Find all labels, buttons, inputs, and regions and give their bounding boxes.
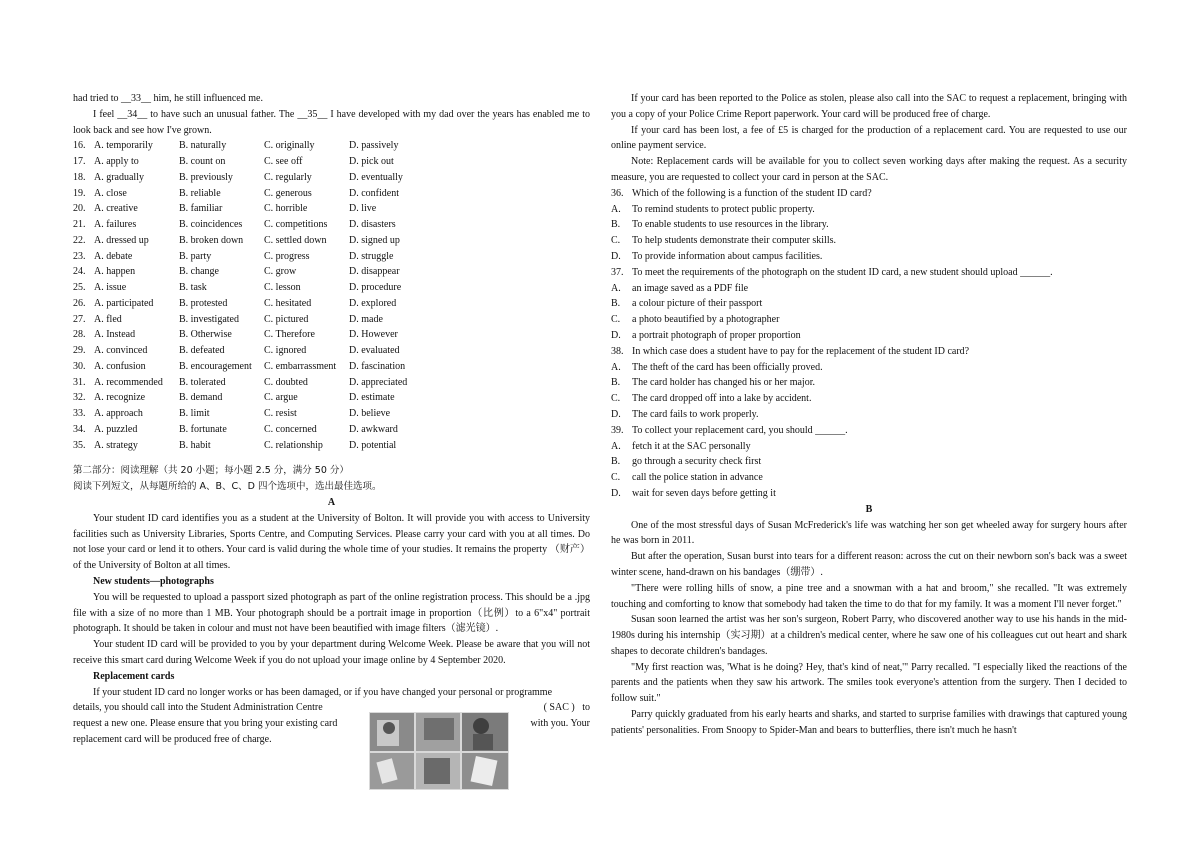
passage-b-para-3: "There were rolling hills of snow, a pine tree and a snowman with a hat and broom," she recalled. "It was extremely touching and comforting to know that somebody had taken the time to do that for my family. It was a moment I'll never forget."	[611, 582, 1127, 610]
option-row	[73, 154, 590, 170]
option-b: B. party	[179, 250, 212, 262]
answer-option	[611, 281, 1127, 297]
option-d: D. fascination	[349, 360, 406, 372]
option-c: C. hesitated	[264, 297, 312, 309]
option-letter: C.	[611, 235, 621, 247]
option-letter: C.	[611, 314, 621, 326]
option-d: D. struggle	[349, 250, 394, 262]
option-d: D. signed up	[349, 234, 400, 246]
passage-a-para-4-line-3a: request a new one. Please ensure that you bring your existing card	[73, 718, 338, 730]
answer-option	[611, 375, 1127, 391]
question-stem	[611, 265, 1127, 281]
option-text: The card dropped off into a lake by accident.	[632, 393, 812, 405]
option-a: A. debate	[94, 250, 133, 262]
option-c: C. see off	[264, 156, 303, 168]
answer-option	[611, 454, 1127, 470]
option-row	[73, 264, 590, 280]
option-d: D. made	[349, 313, 383, 325]
option-d: D. confident	[349, 187, 399, 199]
option-c: C. grow	[264, 266, 297, 278]
option-letter: A.	[611, 282, 621, 294]
passage-a-note: Note: Replacement cards will be available for you to collect seven working days after making the request. As a security measure, you are requested to collect your card in person at the SAC.	[611, 156, 1127, 183]
option-a: A. issue	[94, 282, 127, 294]
question-number: 39.	[611, 424, 624, 436]
option-d: D. potential	[349, 439, 397, 451]
option-a: A. puzzled	[94, 423, 138, 435]
passage-b-para-4: Susan soon learned the artist was her son's surgeon, Robert Parry, who discovered another way to use his hands in the mid-1980s during his internship（实习期）at a children's medical center, where he saw one of his colleagues cut out heart and shark shapes to decorate children's bandages.	[611, 614, 1127, 657]
option-a: A. fled	[94, 313, 122, 325]
question-number: 20.	[73, 203, 86, 215]
option-c: C. horrible	[264, 203, 308, 215]
option-b: B. broken down	[179, 234, 244, 246]
option-text: an image saved as a PDF file	[632, 282, 749, 294]
question-stem	[611, 186, 1127, 202]
option-letter: D.	[611, 250, 621, 262]
answer-option	[611, 360, 1127, 376]
passage-b-para-6: Parry quickly graduated from his early hearts and sharks, and started to surprise families with drawings that captured young patients' personalities. From Snoopy to Spider-Man and bears to butterflies, there isn't much he hasn't	[611, 709, 1127, 736]
option-d: D. pick out	[349, 156, 394, 168]
passage-a-para-4-line-2b: ( SAC ) to	[543, 702, 590, 714]
answer-option	[611, 407, 1127, 423]
option-c: C. argue	[264, 392, 298, 404]
question-number: 31.	[73, 376, 86, 388]
option-row	[73, 359, 590, 375]
option-row	[73, 138, 590, 154]
option-d: D. procedure	[349, 282, 402, 294]
option-b: B. task	[179, 282, 207, 294]
option-row	[73, 375, 590, 391]
option-row	[73, 343, 590, 359]
option-row	[73, 327, 590, 343]
option-c: C. ignored	[264, 345, 307, 357]
option-text: a colour picture of their passport	[632, 298, 763, 310]
option-row	[73, 296, 590, 312]
option-c: C. lesson	[264, 282, 301, 294]
question-number: 18.	[73, 171, 86, 183]
option-b: B. tolerated	[179, 376, 226, 388]
question-stem	[611, 344, 1127, 360]
option-letter: B.	[611, 298, 621, 310]
question-number: 33.	[73, 408, 86, 420]
option-a: A. strategy	[94, 439, 138, 451]
option-b: B. reliable	[179, 187, 221, 199]
option-letter: B.	[611, 377, 621, 389]
option-a: A. approach	[94, 408, 143, 420]
option-c: C. embarrassment	[264, 360, 337, 372]
passage-a-para-5: If your card has been reported to the Police as stolen, please also call into the SAC to request a replacement, bringing with you a copy of your Police Crime Report paperwork. Your card will be produced free of charge.	[611, 93, 1127, 120]
question-number: 34.	[73, 423, 86, 435]
question-number: 17.	[73, 156, 86, 168]
option-row	[73, 280, 590, 296]
answer-option	[611, 249, 1127, 265]
option-b: B. encouragement	[179, 360, 252, 372]
option-letter: D.	[611, 408, 621, 420]
option-b: B. habit	[179, 439, 211, 451]
option-row	[73, 390, 590, 406]
option-a: A. creative	[94, 203, 138, 215]
option-text: The card fails to work properly.	[632, 408, 759, 420]
option-a: A. close	[94, 187, 127, 199]
option-b: B. change	[179, 266, 219, 278]
option-a: A. dressed up	[94, 234, 149, 246]
question-number: 36.	[611, 187, 624, 199]
question-number: 29.	[73, 345, 86, 357]
option-b: B. demand	[179, 392, 223, 404]
option-c: C. progress	[264, 250, 310, 262]
question-number: 38.	[611, 345, 624, 357]
question-number: 19.	[73, 187, 86, 199]
option-text: To remind students to protect public property.	[632, 203, 815, 215]
question-text: To meet the requirements of the photograph on the student ID card, a new student should upload ______.	[632, 266, 1053, 278]
option-row	[73, 201, 590, 217]
option-a: A. happen	[94, 266, 136, 278]
question-text: To collect your replacement card, you should ______.	[632, 424, 848, 436]
option-d: D. However	[349, 329, 398, 341]
intro-line-1: had tried to __33__ him, he still influenced me.	[73, 93, 263, 104]
heading-replacement-cards: Replacement cards	[93, 670, 175, 682]
option-row	[73, 186, 590, 202]
answer-option	[611, 217, 1127, 233]
option-a: A. participated	[94, 297, 154, 309]
option-b: B. fortunate	[179, 423, 227, 435]
question-number: 37.	[611, 266, 624, 278]
section-instruction: 阅读下列短文，从每题所给的 A、B、C、D 四个选项中，选出最佳选项。	[73, 481, 382, 493]
passage-b-para-5: "My first reaction was, 'What is he doing? Hey, that's kind of neat,'" Parry recalled. "I especially liked the reactions of the parents and the patients when they saw his artwork. The smiles took everyone's attention from the surgery. Then I decided to follow suit."	[611, 661, 1127, 705]
question-number: 24.	[73, 266, 86, 278]
option-a: A. temporarily	[94, 140, 153, 152]
passage-a-para-6: If your card has been lost, a fee of £5 is charged for the production of a replacement card. You are requested to use our online payment service.	[611, 124, 1127, 152]
passage-a-para-1: Your student ID card identifies you as a student at the University of Bolton. It will provide you with access to University facilities such as University Libraries, Sports Centre, and Computing Services. Please carry your card with you at all times. Do not lose your card or lend it to others. Your card is valid during the whole time of your studies. It remains the property （财产）of the University of Bolton at all times.	[73, 512, 590, 572]
option-c: C. generous	[264, 187, 312, 199]
option-b: B. limit	[179, 408, 210, 420]
option-a: A. gradually	[94, 171, 144, 183]
question-text: Which of the following is a function of the student ID card?	[632, 187, 872, 199]
option-c: C. regularly	[264, 171, 312, 183]
passage-a-para-4-line-1: If your student ID card no longer works or has been damaged, or if you have changed your personal or programme	[93, 686, 553, 698]
answer-option	[611, 391, 1127, 407]
option-b: B. count on	[179, 156, 226, 168]
question-number: 23.	[73, 250, 86, 262]
option-a: A. confusion	[94, 360, 146, 372]
option-c: C. competitions	[264, 219, 328, 231]
question-number: 28.	[73, 329, 86, 341]
option-a: A. convinced	[94, 345, 148, 357]
option-c: C. relationship	[264, 439, 323, 451]
reading-questions	[611, 186, 1127, 502]
option-d: D. explored	[349, 297, 397, 309]
option-row	[73, 249, 590, 265]
section-title: 第二部分：阅读理解（共 20 小题；每小题 2.5 分，满分 50 分）	[73, 465, 349, 477]
question-number: 30.	[73, 360, 86, 372]
option-letter: A.	[611, 203, 621, 215]
option-text: a photo beautified by a photographer	[632, 314, 780, 326]
option-b: B. investigated	[179, 313, 239, 325]
question-number: 16.	[73, 140, 86, 152]
option-b: B. protested	[179, 297, 228, 309]
heading-new-students: New students—photographs	[93, 575, 214, 587]
option-a: A. Instead	[94, 329, 136, 341]
left-column	[73, 91, 590, 748]
option-d: D. evaluated	[349, 345, 400, 357]
option-d: D. eventually	[349, 171, 403, 183]
answer-option	[611, 328, 1127, 344]
option-letter: B.	[611, 456, 621, 468]
option-row	[73, 422, 590, 438]
option-row	[73, 312, 590, 328]
question-text: In which case does a student have to pay for the replacement of the student ID card?	[632, 345, 970, 357]
option-text: wait for seven days before getting it	[632, 487, 776, 499]
option-c: C. doubted	[264, 376, 308, 388]
option-b: B. naturally	[179, 140, 227, 152]
passage-a-para-2: You will be requested to upload a passport sized photograph as part of the online registration process. This should be a .jpg file with a size of no more than 1 MB. Your photograph should be a portrait image in proportion（比例）to a 6"x4" portrait photograph. It should be taken in colour and must not have been beautified with image filters（滤光镜）.	[73, 591, 590, 635]
question-stem	[611, 423, 1127, 439]
option-row	[73, 217, 590, 233]
option-a: A. apply to	[94, 156, 139, 168]
option-c: C. pictured	[264, 313, 309, 325]
passage-b-label: B	[865, 503, 873, 515]
option-c: C. concerned	[264, 423, 317, 435]
passage-b-para-1: One of the most stressful days of Susan McFrederick's life was watching her son get wheeled away for surgery hours after he was born in 2011.	[611, 519, 1127, 547]
option-d: D. believe	[349, 408, 391, 420]
option-letter: A.	[611, 440, 621, 452]
option-row	[73, 406, 590, 422]
right-column	[611, 91, 1127, 739]
option-d: D. estimate	[349, 392, 395, 404]
option-d: D. disappear	[349, 266, 400, 278]
cloze-options	[73, 138, 590, 453]
option-text: fetch it at the SAC personally	[632, 440, 751, 452]
answer-option	[611, 202, 1127, 218]
option-d: D. awkward	[349, 423, 398, 435]
passage-a-para-4-line-2a: details, you should call into the Student Administration Centre	[73, 702, 323, 714]
option-d: D. passively	[349, 140, 399, 152]
passage-a-para-4-line-3b: with you. Your	[530, 718, 590, 730]
option-c: C. settled down	[264, 234, 327, 246]
passage-b-para-2: But after the operation, Susan burst into tears for a different reason: across the cut on their newborn son's back was a sweet winter scene, hand-drawn on his bandages（绷带）.	[611, 551, 1127, 578]
option-letter: D.	[611, 329, 621, 341]
option-text: The theft of the card has been officially proved.	[632, 361, 823, 373]
intro-line-2: I feel __34__ to have such an unusual father. The __35__ I have developed with my dad over the years has enabled me to look back and see how I've grown.	[73, 108, 590, 136]
option-b: B. Otherwise	[179, 329, 232, 341]
option-b: B. defeated	[179, 345, 225, 357]
option-letter: A.	[611, 361, 621, 373]
option-b: B. previously	[179, 171, 233, 183]
option-letter: D.	[611, 487, 621, 499]
question-number: 25.	[73, 282, 86, 294]
option-text: call the police station in advance	[632, 472, 763, 484]
question-number: 26.	[73, 297, 86, 309]
answer-option	[611, 233, 1127, 249]
passage-a-para-4-line-4: replacement card will be produced free of charge.	[73, 733, 272, 745]
option-d: D. appreciated	[349, 376, 408, 388]
answer-option	[611, 486, 1127, 502]
option-letter: C.	[611, 393, 621, 405]
option-b: B. coincidences	[179, 219, 243, 231]
passage-a-label: A	[327, 496, 336, 508]
passage-a-para-3: Your student ID card will be provided to you by your department during Welcome Week. Please be aware that you will not receive this smart card during Welcome Week if you do not upload your image online by 4 September 2020.	[73, 639, 590, 666]
question-number: 27.	[73, 313, 86, 325]
option-text: a portrait photograph of proper proportion	[632, 329, 801, 341]
option-row	[73, 170, 590, 186]
option-row	[73, 233, 590, 249]
question-number: 22.	[73, 234, 86, 246]
option-text: The card holder has changed his or her major.	[632, 377, 815, 389]
question-number: 32.	[73, 392, 86, 404]
answer-option	[611, 470, 1127, 486]
option-a: A. failures	[94, 219, 137, 231]
option-c: C. resist	[264, 408, 297, 420]
option-a: A. recommended	[94, 376, 163, 388]
answer-option	[611, 439, 1127, 455]
option-c: C. originally	[264, 140, 315, 152]
answer-option	[611, 312, 1127, 328]
option-row	[73, 438, 590, 454]
answer-option	[611, 296, 1127, 312]
option-c: C. Therefore	[264, 329, 315, 341]
option-d: D. disasters	[349, 219, 396, 231]
question-number: 21.	[73, 219, 86, 231]
option-b: B. familiar	[179, 203, 223, 215]
student-photos-image	[369, 712, 509, 790]
option-d: D. live	[349, 203, 377, 215]
option-text: To enable students to use resources in the library.	[632, 219, 829, 231]
option-a: A. recognize	[94, 392, 146, 404]
option-text: To provide information about campus facilities.	[632, 250, 823, 262]
question-number: 35.	[73, 439, 86, 451]
option-text: go through a security check first	[632, 456, 762, 468]
option-letter: C.	[611, 472, 621, 484]
option-text: To help students demonstrate their computer skills.	[632, 235, 836, 247]
option-letter: B.	[611, 219, 621, 231]
